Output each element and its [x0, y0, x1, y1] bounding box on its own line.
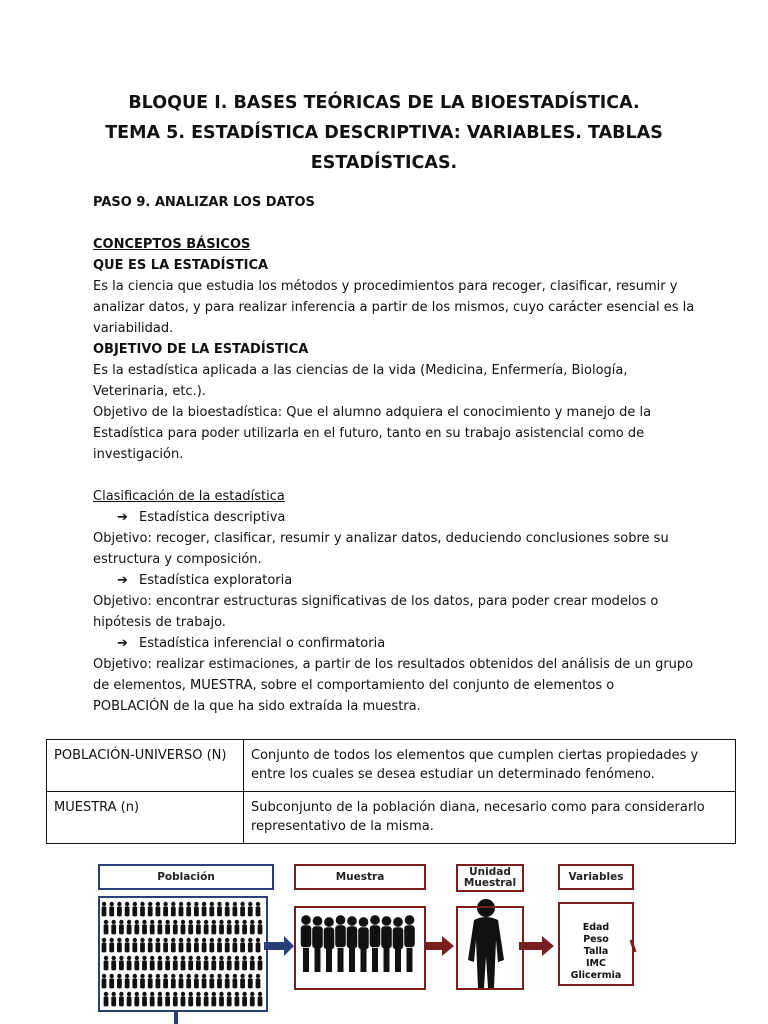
subheading-que-es: QUE ES LA ESTADÍSTICA	[93, 258, 269, 273]
arrow-right-icon: ➔	[117, 636, 128, 651]
sample-unit-label-line-1: Unidad	[469, 866, 511, 878]
arrow-right-icon: ➔	[117, 573, 128, 588]
paragraph-line: Objetivo: encontrar estructuras significativas de los datos, para poder crear modelos o	[93, 594, 659, 609]
table-term: POBLACIÓN-UNIVERSO (N)	[47, 740, 244, 792]
variable-item: Glicermia	[570, 970, 622, 981]
bullet-item	[93, 633, 683, 654]
subheading-objetivo: OBJETIVO DE LA ESTADÍSTICA	[93, 342, 309, 357]
paragraph-line: hipótesis de trabajo.	[93, 615, 226, 630]
sample-unit-label-line-2: Muestral	[463, 877, 517, 889]
table-row	[47, 792, 736, 844]
paragraph-line: Objetivo: realizar estimaciones, a partir de los resultados obtenidos del análisis de un grupo	[93, 657, 694, 672]
population-sample-figure	[94, 860, 639, 1024]
document-body	[93, 192, 695, 717]
variables-list	[558, 922, 634, 982]
bullet-label: Estadística exploratoria	[139, 573, 293, 588]
sample-panel	[294, 906, 426, 990]
population-label-box	[98, 864, 274, 890]
section-heading-clasificacion: Clasificación de la estadística	[93, 489, 285, 504]
table-definition: Subconjunto de la población diana, necesario como para considerarlo representativo de la misma.	[244, 792, 736, 844]
sample-unit-label-box	[456, 864, 524, 892]
title-line-2: TEMA 5. ESTADÍSTICA DESCRIPTIVA: VARIABLES. TABLAS	[105, 123, 663, 143]
paragraph-line: analizar datos, y para realizar inferencia a partir de los mismos, cuyo carácter esencial es la	[93, 300, 695, 315]
table-definition: Conjunto de todos los elementos que cumplen ciertas propiedades y entre los cuales se desea estudiar un determinado fenómeno.	[244, 740, 736, 792]
section-heading-conceptos: CONCEPTOS BÁSICOS	[93, 237, 251, 252]
bullet-label: Estadística inferencial o confirmatoria	[139, 636, 386, 651]
population-panel	[98, 896, 268, 1012]
arrow-right-icon	[424, 936, 454, 956]
arrow-right-icon: ➔	[117, 510, 128, 525]
paragraph-line: Estadística para poder utilizarla en el futuro, tanto en su trabajo asistencial como de	[93, 426, 645, 441]
paragraph-line: de elementos, MUESTRA, sobre el comportamiento del conjunto de elementos o	[93, 678, 615, 693]
paragraph-line: estructura y composición.	[93, 552, 262, 567]
variable-item: IMC	[586, 958, 606, 969]
sample-label: Muestra	[335, 870, 385, 883]
sample-label-box	[294, 864, 426, 890]
paragraph-line: variabilidad.	[93, 321, 174, 336]
paragraph-line: Objetivo: recoger, clasificar, resumir y analizar datos, deduciendo conclusiones sobre su	[93, 531, 669, 546]
bullet-item	[93, 570, 683, 591]
paragraph-line: POBLACIÓN de la que ha sido extraída la muestra.	[93, 699, 421, 714]
variables-label: Variables	[568, 870, 624, 883]
arrow-right-icon	[519, 936, 554, 956]
paragraph-line: Es la estadística aplicada a las ciencias de la vida (Medicina, Enfermería, Biología,	[93, 363, 628, 378]
step-heading: PASO 9. ANALIZAR LOS DATOS	[93, 195, 315, 210]
table-term: MUESTRA (n)	[47, 792, 244, 844]
paragraph-line: investigación.	[93, 447, 184, 462]
title-line-3: ESTADÍSTICAS.	[310, 153, 458, 173]
bullet-item	[93, 507, 683, 528]
paragraph-line: Veterinaria, etc.).	[93, 384, 206, 399]
bullet-label: Estadística descriptiva	[139, 510, 286, 525]
variable-item: Peso	[583, 934, 609, 945]
variables-label-box	[558, 864, 634, 890]
paragraph-line: Objetivo de la bioestadística: Que el alumno adquiera el conocimiento y manejo de la	[93, 405, 652, 420]
population-label: Población	[157, 870, 215, 883]
document-title	[80, 88, 688, 178]
definitions-table	[46, 739, 736, 844]
sample-unit-label	[464, 867, 516, 889]
arrow-right-icon	[264, 936, 294, 956]
table-row	[47, 740, 736, 792]
sample-unit-panel	[456, 906, 524, 990]
variable-item: Edad	[582, 922, 610, 933]
paragraph-line: Es la ciencia que estudia los métodos y procedimientos para recoger, clasificar, resumir y	[93, 279, 678, 294]
variable-item: Talla	[583, 946, 609, 957]
title-line-1: BLOQUE I. BASES TEÓRICAS DE LA BIOESTADÍSTICA.	[128, 93, 640, 113]
